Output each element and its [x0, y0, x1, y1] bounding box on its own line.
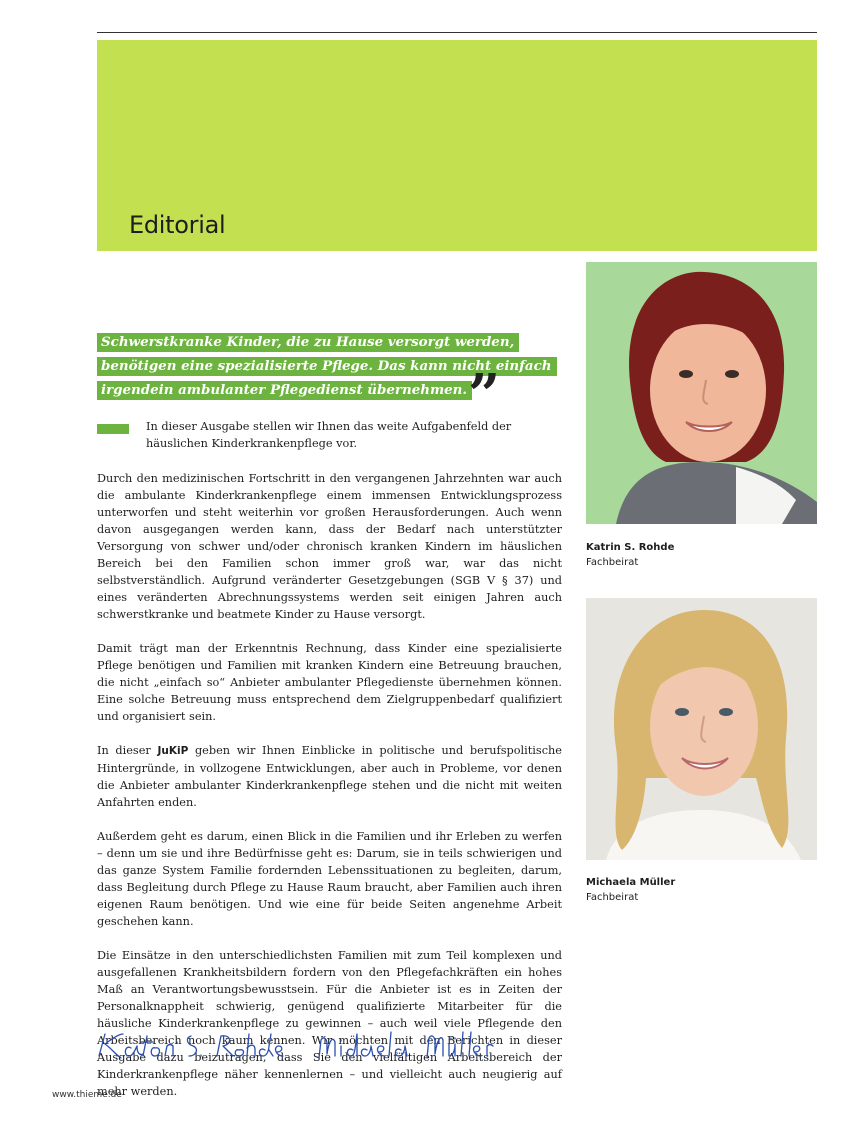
- paragraph: Die Einsätze in den unterschiedlichsten Familien mit zum Teil komplexen und ausgefallenen Krankheitsbildern fordern von den Pflegefachkräften ein hohes Maß an Verantwortungsbewusstsein. Für die Anbieter ist es in Zeiten der Personalknappheit schwierig, genügend qualifizierte Mitarbeiter für die häusliche Kinderkrankenpflege zu gewinnen – auch weil viele Pflegende den Arbeitsbereich noch kaum kennen. Wir möchten mit den Berichten in dieser Ausgabe dazu beizutragen, dass Sie den vielfältigen Arbeitsbereich der Kinderkrankenpflege näher kennenlernen – und vielleicht auch neugierig auf mehr werden.: [97, 949, 562, 1098]
- pull-quote-line: Schwerstkranke Kinder, die zu Hause versorgt werden,: [97, 333, 519, 352]
- pull-quote-line: benötigen eine spezialisierte Pflege. Das kann nicht einfach: [97, 357, 557, 376]
- top-rule: [97, 32, 817, 33]
- page-title: Editorial: [129, 211, 226, 239]
- author-caption: [586, 875, 817, 905]
- paragraph: Außerdem geht es darum, einen Blick in die Familien und ihr Erleben zu werfen – denn um sie und ihre Bedürfnisse geht es: Darum, sie in teils schwierigen und das ganze System Familie fordernden Lebenssituationen zu begleiten, darum, dass Begleitung durch Pflege zu Hause Raum braucht, aber Familien auch ihren eigenen Raum benötigen. Und wie eine für beide Seiten angenehme Arbeit geschehen kann.: [97, 830, 562, 928]
- author-photo-mueller: [586, 598, 817, 860]
- author-name: Katrin S. Rohde: [586, 542, 675, 553]
- signatures: [97, 1028, 557, 1068]
- lead-marker: [97, 424, 129, 434]
- author-caption: [586, 540, 817, 570]
- header-banner: [97, 40, 817, 251]
- paragraph: Durch den medizinischen Fortschritt in den vergangenen Jahrzehnten war auch die ambulante Kinderkrankenpflege einem immensen Entwicklungsprozess unterworfen und steht weiterhin vor großen Herausforderungen. Auch wenn davon ausgegangen werden kann, dass der Bedarf nach unterstützter Versorgung von schwer und/oder chronisch kranken Kindern im häuslichen Bereich bei den Familien schon immer groß war, war das nicht selbstverständlich. Aufgrund veränderter Gesetzgebungen (SGB V § 37) und eines veränderten Abrechnungssystems werden seit einigen Jahren auch schwerstkranke und beatmete Kinder zu Hause versorgt.: [97, 472, 562, 621]
- lead-text: In dieser Ausgabe stellen wir Ihnen das weite Aufgabenfeld der häuslichen Kinderkrankenpflege vor.: [146, 420, 512, 450]
- paragraph: Damit trägt man der Erkenntnis Rechnung, dass Kinder eine spezialisierte Pflege benötigen und Familien mit kranken Kindern eine Betreuung brauchen, die nicht „einfach so“ Anbieter ambulanter Pflegedienste übernehmen können. Eine solche Betreuung muss entsprechend dem Zielgruppenbedarf qualifiziert und organisiert sein.: [97, 642, 562, 723]
- footer-url: www.thieme.de: [52, 1090, 122, 1100]
- pull-quote-line: irgendein ambulanter Pflegedienst übernehmen.: [97, 381, 472, 400]
- signature-mueller: [319, 1032, 493, 1058]
- quote-mark-icon: ”: [468, 362, 501, 428]
- author-photo-rohde: [586, 262, 817, 524]
- signature-rohde: [99, 1034, 283, 1058]
- paragraph: In dieser JuKiP geben wir Ihnen Einblicke in politische und berufspolitische Hintergründe, in vollzogene Entwicklungen, aber auch in Probleme, vor denen die Anbieter ambulanter Kinderkrankenpflege stehen und die nicht mit weiten Anfahrten enden.: [97, 744, 562, 809]
- author-name: Michaela Müller: [586, 877, 676, 888]
- author-role: Fachbeirat: [586, 557, 639, 568]
- article-body: [97, 470, 562, 1117]
- magazine-name: JuKiP: [157, 745, 189, 757]
- author-role: Fachbeirat: [586, 892, 639, 903]
